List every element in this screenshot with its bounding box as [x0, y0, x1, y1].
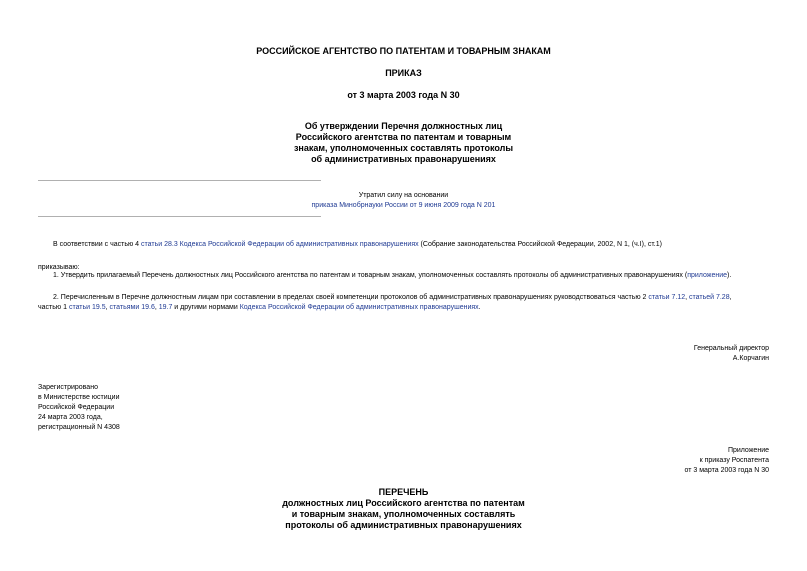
title-line: об административных правонарушениях: [311, 154, 496, 164]
administrative-code-link[interactable]: Кодекса Российской Федерации об административных правонарушениях: [239, 304, 479, 311]
article-19-6-link[interactable]: статьями 19.6: [109, 304, 155, 311]
document-title: [0, 121, 807, 165]
orders-label: приказываю:: [38, 264, 80, 271]
article-7-12-link[interactable]: статьи 7.12: [648, 294, 686, 301]
document-type: ПРИКАЗ: [385, 68, 422, 78]
list-title-line: и товарным знакам, уполномоченных составлять: [291, 509, 516, 519]
signature-position: Генеральный директор: [693, 345, 769, 352]
list-title: [0, 487, 807, 531]
code-article-28-3-link[interactable]: статьи 28.3 Кодекса Российской Федерации об административных правонарушениях: [141, 241, 419, 248]
title-line: Об утверждении Перечня должностных лиц: [304, 121, 503, 131]
order-item-2: 2. Перечисленным в Перечне должностным лицам при составлении в пределах своей компетенции протоколов об административных правонарушениях руководствоваться частью 2 статьи 7.12, статьей 7.28, частью 1 статьи 19.5, статьями 19.6, 19.7 и другими нормами Кодекса Российской Федерации об административных правонарушениях.: [38, 294, 732, 311]
signature-name: А.Корчагин: [732, 355, 769, 362]
repeal-link[interactable]: приказа Минобрнауки России от 9 июня 2009 года N 201: [311, 202, 496, 209]
preamble: В соответствии с частью 4 статьи 28.3 Кодекса Российской Федерации об административных правонарушениях (Собрание законодательства Российской Федерации, 2002, N 1, (ч.I), ст.1): [53, 241, 662, 248]
list-title-line: должностных лиц Российского агентства по патентам: [282, 498, 525, 508]
title-line: знакам, уполномоченных составлять протоколы: [293, 143, 514, 153]
appendix-link[interactable]: приложение: [687, 272, 728, 279]
title-line: Российского агентства по патентам и товарным: [295, 132, 512, 142]
repeal-notice: [262, 191, 545, 211]
order-item-1: 1. Утвердить прилагаемый Перечень должностных лиц Российского агентства по патентам и товарным знакам, уполномоченных составлять протоколы об административных правонарушениях (приложение).: [53, 272, 732, 279]
article-19-5-link[interactable]: статьи 19.5: [68, 304, 106, 311]
list-title-heading: ПЕРЕЧЕНЬ: [378, 487, 429, 497]
repeal-text: Утратил силу на основании: [358, 192, 449, 199]
registration-block: Зарегистрировано в Министерстве юстиции Российской Федерации 24 марта 2003 года, регистрационный N 4308: [38, 384, 120, 431]
divider-bottom: [38, 216, 321, 217]
agency-name: РОССИЙСКОЕ АГЕНТСТВО ПО ПАТЕНТАМ И ТОВАРНЫМ ЗНАКАМ: [256, 46, 551, 56]
signature: [560, 344, 769, 364]
divider-top: [38, 180, 321, 181]
article-7-28-link[interactable]: статьей 7.28: [689, 294, 730, 301]
article-19-7-link[interactable]: 19.7: [158, 304, 173, 311]
appendix-reference: Приложение к приказу Роспатента от 3 марта 2003 года N 30: [684, 447, 769, 474]
document-date-number: от 3 марта 2003 года N 30: [347, 90, 460, 100]
list-title-line: протоколы об административных правонарушениях: [285, 520, 522, 530]
